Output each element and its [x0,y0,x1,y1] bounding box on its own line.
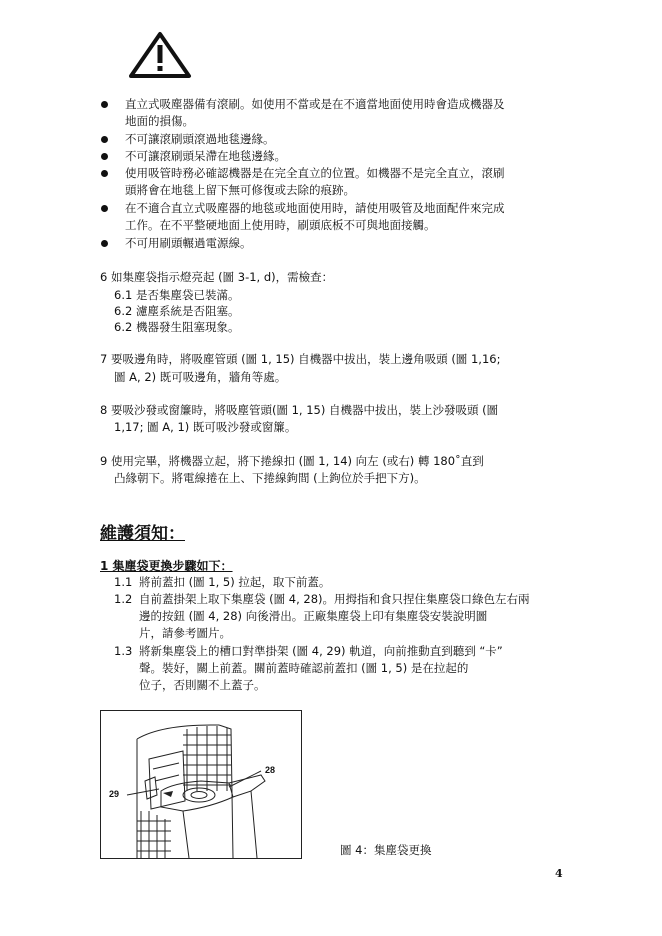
maintenance-heading: 維護須知： [100,524,185,544]
bullet-dot [101,240,108,247]
bullet-dot [101,170,108,177]
bag-step-text: 將新集塵袋上的槽口對準掛架 (圖 4, 29) 軌道，向前推動直到聽到 “卡” [139,644,503,658]
bullet-text: 使用吸管時務必確認機器是在完全直立的位置。如機器不是完全直立，滾刷 [125,166,505,180]
step-6: 6 如集塵袋指示燈亮起 (圖 3-1, d)，需檢查： [100,270,334,284]
bag-step-number: 1.3 [114,644,133,658]
step-6-sub: 6.2 機器發生阻塞現象。 [114,320,240,334]
figure-caption: 圖 4：集塵袋更換 [340,843,432,857]
bag-step-text: 片，請參考圖片。 [139,626,231,640]
bullet-dot [101,205,108,212]
bullet-text: 頭將會在地毯上留下無可修復或去除的痕跡。 [125,183,355,197]
step-7: 7 要吸邊角時，將吸塵管頭 (圖 1, 15) 自機器中拔出，裝上邊角吸頭 (圖 1,16; [100,352,501,366]
step-7: 圖 A, 2) 既可吸邊角，牆角等處。 [114,370,287,384]
bullet-text: 不可用刷頭輾過電源線。 [125,236,252,250]
step-8: 1,17; 圖 A, 1) 既可吸沙發或窗簾。 [114,420,297,434]
bullet-dot [101,101,108,108]
vacuum-bag-drawing [101,711,301,858]
bag-step-number: 1.1 [114,575,133,589]
bag-step-text: 聲。裝好，關上前蓋。關前蓋時確認前蓋扣 (圖 1, 5) 是在拉起的 [139,661,469,675]
bullet-text: 工作。在不平整硬地面上使用時，刷頭底板不可與地面接觸。 [125,218,436,232]
step-6-sub: 6.1 是否集塵袋已裝滿。 [114,288,240,302]
bag-step-text: 自前蓋掛架上取下集塵袋 (圖 4, 28)。用拇指和食只捏住集塵袋口綠色左右兩 [139,592,530,606]
step-6-sub: 6.2 濾塵系統是否阻塞。 [114,304,240,318]
step-8: 8 要吸沙發或窗簾時，將吸塵管頭(圖 1, 15) 自機器中拔出，裝上沙發吸頭 (圖 [100,403,499,417]
figure-label-29: 29 [109,789,120,799]
bag-step-text: 將前蓋扣 (圖 1, 5) 拉起，取下前蓋。 [139,575,331,589]
step-9: 9 使用完畢，將機器立起，將下捲線扣 (圖 1, 14) 向左 (或右) 轉 180˚直到 [100,454,484,468]
bullet-dot [101,136,108,143]
figure-4-illustration [100,710,302,859]
bullet-text: 不可讓滾刷頭呆滯在地毯邊緣。 [125,149,286,163]
bullet-dot [101,153,108,160]
bag-step-number: 1.2 [114,592,133,606]
step-9: 凸緣朝下。將電線捲在上、下捲線鉤間 (上鉤位於手把下方)。 [114,471,426,485]
bullet-text: 在不適合直立式吸塵器的地毯或地面使用時，請使用吸管及地面配件來完成 [125,201,505,215]
page-number: 4 [555,867,563,880]
bullet-text: 地面的損傷。 [125,114,194,128]
warning-triangle-icon [127,31,193,79]
bag-replacement-heading: 1 集塵袋更換步驟如下： [100,559,233,573]
bullet-text: 直立式吸塵器備有滾刷。如使用不當或是在不適當地面使用時會造成機器及 [125,97,505,111]
bag-step-text: 位子，否則關不上蓋子。 [139,678,266,692]
bullet-text: 不可讓滾刷頭滾過地毯邊緣。 [125,132,275,146]
figure-label-28: 28 [265,765,276,775]
bag-step-text: 邊的按鈕 (圖 4, 28) 向後滑出。正廠集塵袋上印有集塵袋安裝說明圖 [139,609,488,623]
